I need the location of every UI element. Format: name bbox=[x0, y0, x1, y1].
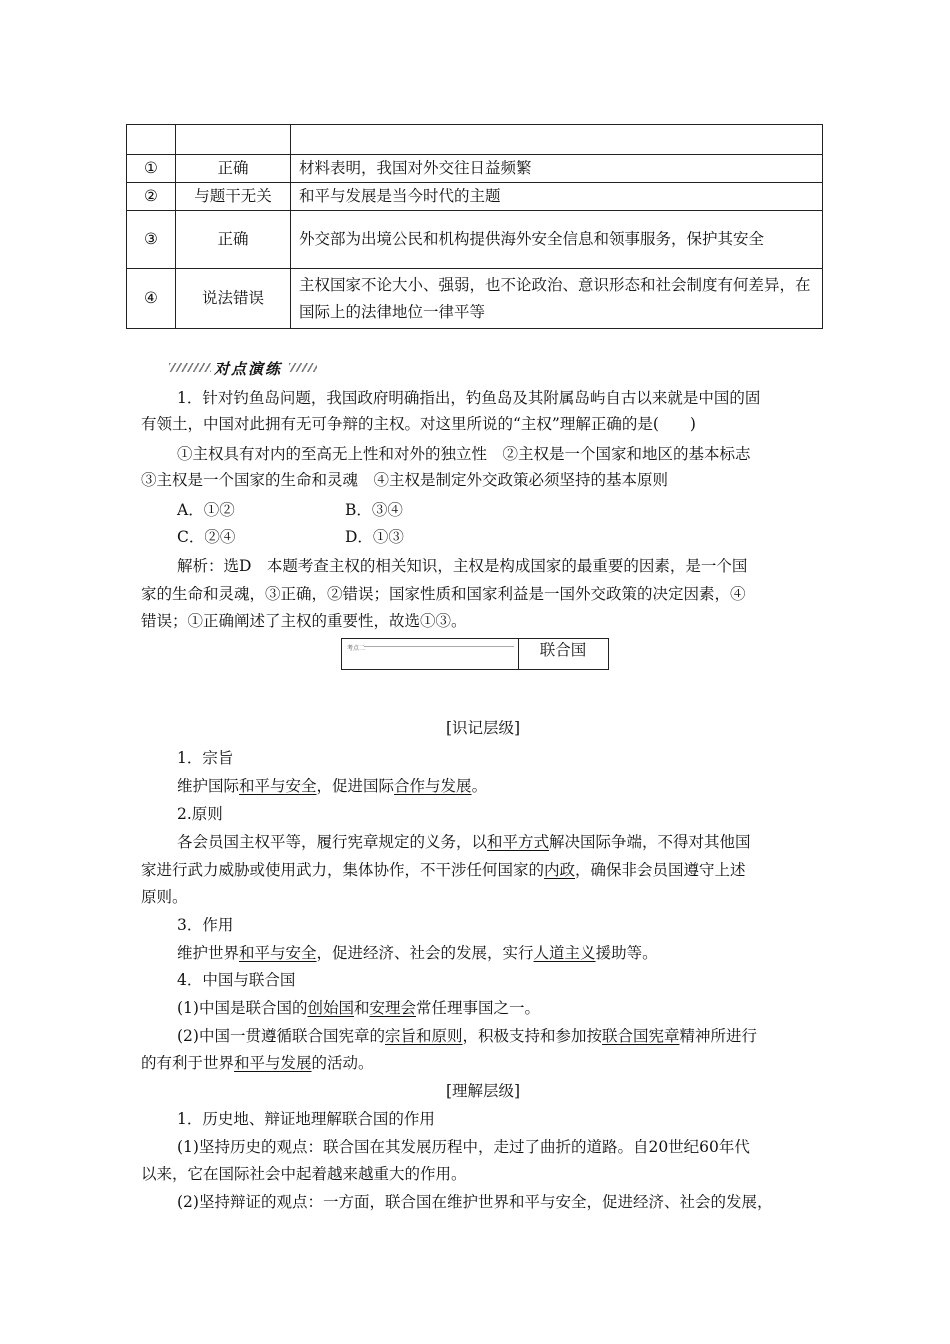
table-row bbox=[127, 183, 823, 211]
question-line: 有领土，中国对此拥有无可争辩的主权。对这里所说的“主权”理解正确的是( ) bbox=[141, 415, 696, 433]
option-c: C．②④ bbox=[177, 528, 236, 546]
divider bbox=[364, 646, 514, 647]
key-term: 安理会 bbox=[369, 999, 417, 1017]
row-reason: 外交部为出境公民和机构提供海外安全信息和领事服务，保护其安全 bbox=[291, 211, 823, 269]
key-term: 联合国宪章 bbox=[602, 1027, 680, 1045]
understand-text: 以来，它在国际社会中起着越来越重大的作用。 bbox=[141, 1165, 467, 1183]
table-row bbox=[127, 155, 823, 183]
statement-line: ③主权是一个国家的生命和灵魂 ④主权是制定外交政策必须坚持的基本原则 bbox=[141, 471, 669, 489]
principle-text: 原则。 bbox=[141, 888, 188, 906]
table-row bbox=[127, 269, 823, 329]
statement-line: ①主权具有对内的至高无上性和对外的独立性 ②主权是一个国家和地区的基本标志 bbox=[177, 445, 751, 463]
row-number bbox=[127, 125, 176, 155]
row-verdict: 说法错误 bbox=[176, 269, 291, 329]
row-reason: 和平与发展是当今时代的主题 bbox=[291, 183, 823, 211]
china-un-text: (1)中国是联合国的创始国和安理会常任理事国之一。 bbox=[177, 999, 541, 1017]
china-un-text: 的有利于世界和平与发展的活动。 bbox=[141, 1054, 374, 1072]
topic-header-box bbox=[341, 638, 609, 670]
table-row bbox=[127, 125, 823, 155]
key-term: 人道主义 bbox=[533, 944, 596, 962]
question-line: 1．针对钓鱼岛问题，我国政府明确指出，钓鱼岛及其附属岛屿自古以来就是中国的固 bbox=[177, 389, 761, 407]
hatch-decoration bbox=[289, 363, 317, 372]
practice-banner bbox=[169, 358, 317, 378]
row-number: ③ bbox=[127, 211, 176, 269]
principle-text: 各会员国主权平等，履行宪章规定的义务，以和平方式解决国际争端，不得对其他国 bbox=[177, 833, 751, 851]
row-reason bbox=[291, 125, 823, 155]
understand-text: (2)坚持辩证的观点：一方面，联合国在维护世界和平与安全，促进经济、社会的发展， bbox=[177, 1193, 773, 1211]
option-b: B．③④ bbox=[345, 501, 403, 519]
key-term: 和平与发展 bbox=[234, 1054, 312, 1072]
key-term: 宗旨和原则 bbox=[384, 1027, 463, 1045]
hatch-decoration bbox=[169, 363, 211, 372]
key-term: 和平与安全 bbox=[239, 944, 317, 962]
recall-heading: [识记层级] bbox=[446, 719, 521, 737]
row-reason: 主权国家不论大小、强弱，也不论政治、意识形态和社会制度有何差异，在国际上的法律地位一律平等 bbox=[291, 269, 823, 329]
answer-line: 错误；①正确阐述了主权的重要性，故选①③。 bbox=[141, 612, 467, 630]
role-title: 3．作用 bbox=[177, 916, 234, 934]
row-verdict bbox=[176, 125, 291, 155]
understand-title: 1．历史地、辩证地理解联合国的作用 bbox=[177, 1110, 435, 1128]
row-number: ① bbox=[127, 155, 176, 183]
option-d: D．①③ bbox=[345, 528, 404, 546]
topic-title: 联合国 bbox=[539, 641, 587, 659]
option-a: A．①② bbox=[177, 501, 235, 519]
key-term: 和平方式 bbox=[487, 833, 550, 851]
row-reason: 材料表明，我国对外交往日益频繁 bbox=[291, 155, 823, 183]
row-number: ② bbox=[127, 183, 176, 211]
understand-heading: [理解层级] bbox=[446, 1082, 521, 1100]
key-term: 和平与安全 bbox=[239, 777, 317, 795]
row-verdict: 正确 bbox=[176, 155, 291, 183]
role-text: 维护世界和平与安全，促进经济、社会的发展，实行人道主义援助等。 bbox=[177, 944, 658, 962]
analysis-table bbox=[126, 124, 823, 329]
answer-line: 解析：选D 本题考查主权的相关知识，主权是构成国家的最重要的因素，是一个国 bbox=[177, 557, 748, 575]
table-row bbox=[127, 211, 823, 269]
key-term: 合作与发展 bbox=[394, 777, 472, 795]
key-term: 内政 bbox=[544, 861, 576, 879]
practice-banner-label: 对点演练 bbox=[214, 360, 283, 378]
china-un-text: (2)中国一贯遵循联合国宪章的宗旨和原则，积极支持和参加按联合国宪章精神所进行 bbox=[177, 1027, 758, 1045]
answer-line: 家的生命和灵魂，③正确，②错误；国家性质和国家利益是一国外交政策的决定因素，④ bbox=[141, 585, 746, 603]
row-number: ④ bbox=[127, 269, 176, 329]
key-term: 创始国 bbox=[307, 999, 354, 1017]
row-verdict: 正确 bbox=[176, 211, 291, 269]
row-verdict: 与题干无关 bbox=[176, 183, 291, 211]
china-un-title: 4．中国与联合国 bbox=[177, 971, 296, 989]
topic-label-cell bbox=[342, 639, 519, 669]
understand-text: (1)坚持历史的观点：联合国在其发展历程中，走过了曲折的道路。自20世纪60年代 bbox=[177, 1138, 750, 1156]
purpose-title: 1．宗旨 bbox=[177, 749, 234, 767]
principle-text: 家进行武力威胁或使用武力，集体协作，不干涉任何国家的内政，确保非会员国遵守上述 bbox=[141, 861, 746, 879]
topic-tiny-label: 考点二 bbox=[347, 645, 366, 652]
purpose-text: 维护国际和平与安全，促进国际合作与发展。 bbox=[177, 777, 488, 795]
principle-title: 2.原则 bbox=[177, 805, 223, 823]
